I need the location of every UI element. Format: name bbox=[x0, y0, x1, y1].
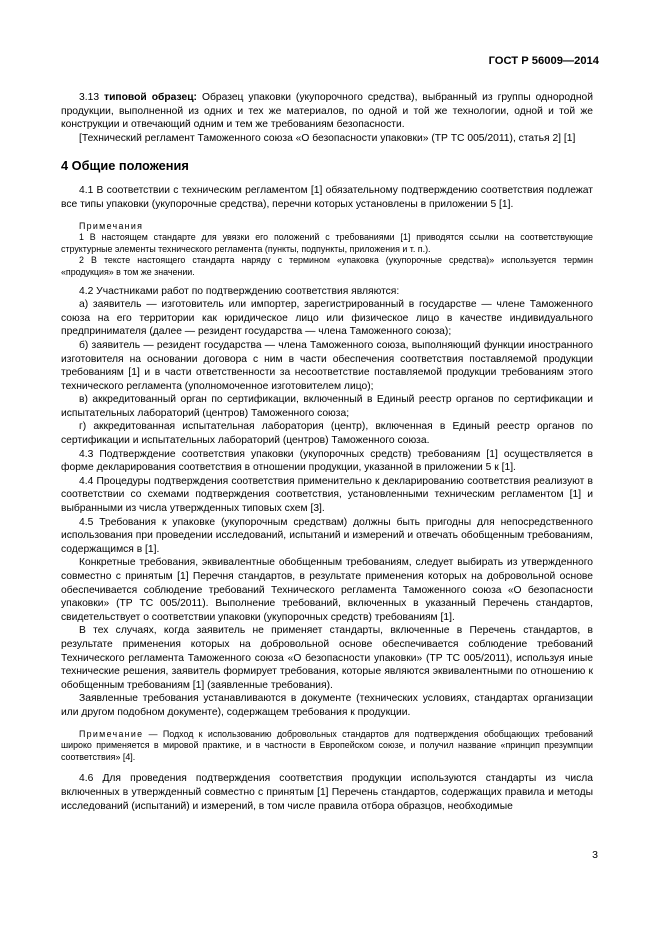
paragraph-4-2: 4.2 Участниками работ по подтверждению соответствия являются: bbox=[79, 285, 400, 297]
page-number: 3 bbox=[592, 849, 598, 861]
list-item-a: а) заявитель — изготовитель или импортер, зарегистрированный в государстве — члене Таможенного союза на его территории как юридическое лицо или физическое лицо в качестве индивидуального предпринимателя (далее — резидент государства — члена Таможенного союза); bbox=[61, 299, 593, 338]
paragraph-4-5: 4.5 Требования к упаковке (укупорочным средствам) должны быть пригодны для непосредственного использования при проведении исследований, испытаний и измерений и отвечать обобщенным требованиям, содержащимся в [1]. bbox=[61, 516, 593, 555]
paragraph-4-5-d: Заявленные требования устанавливаются в документе (технических условиях, стандартах организации или другом подобном документе), содержащем требования к продукции. bbox=[61, 693, 593, 718]
term-definition: Образец упаковки (укупорочного средства), выбранный из группы однородной продукции, выполненной из одних и тех же материалов, по одной и той же технологии, одной и той же конструкции и отвечающий одним и тем же требованиям безопасности. bbox=[61, 92, 593, 131]
paragraph-4-1: 4.1 В соответствии с техническим регламентом [1] обязательному подтверждению соответствия подлежат все типы упаковки (укупорочные средства), перечни которых установлены в приложении 5 [1]. bbox=[61, 185, 593, 210]
list-item-g: г) аккредитованная испытательная лаборатория (центр), включенная в Единый реестр органов по сертификации и испытательных лабораторий (центров) Таможенного союза. bbox=[61, 421, 593, 447]
notes-label: Примечания bbox=[79, 220, 144, 231]
note-label: Примечание bbox=[79, 728, 144, 739]
term-name: типовой образец: bbox=[104, 92, 197, 103]
term-source: [Технический регламент Таможенного союза «О безопасности упаковки» (ТР ТС 005/2011), статья 2] [1] bbox=[79, 132, 576, 144]
note-1: 1 В настоящем стандарте для увязки его положений с требованиями [1] приводятся ссылки на соответствующие структурные элементы технического регламента (пункты, подпункты, приложения и т. п.). bbox=[61, 232, 593, 254]
document-body bbox=[61, 91, 593, 813]
list-item-v: в) аккредитованный орган по сертификации, включенный в Единый реестр органов по сертификации и испытательных лабораторий (центров) Таможенного союза; bbox=[61, 394, 593, 419]
standard-code: ГОСТ Р 56009—2014 bbox=[488, 55, 599, 67]
list-item-b: б) заявитель — резидент государства — члена Таможенного союза, выполняющий функции иностранного изготовителя на основании договора с ним в части обеспечения соответствия поставляемой продукции требованиям [1] и в части ответственности за несоответствие поставляемой продукции требованиям этого технического регламента (уполномоченное изготовителем лицо); bbox=[61, 339, 593, 392]
note-presumption bbox=[61, 729, 593, 764]
term-number: 3.13 bbox=[79, 92, 105, 103]
paragraph-4-5-b: Конкретные требования, эквивалентные обобщенным требованиям, следует выбирать из утвержденного совместно с принятым [1] Перечня стандартов, в результате применения которых на добровольной основе обеспечивается соблюдение требований Технического регламента Таможенного союза «О безопасности упаковки» (ТР ТС 005/2011). Выполнение требований, включенных в указанный Перечень стандартов, свидетельствует о соответствии упаковки (укупорочных средств) требованиям [1]. bbox=[61, 557, 593, 623]
section-title: 4 Общие положения bbox=[61, 158, 189, 174]
term-3-13 bbox=[61, 91, 593, 132]
paragraph-4-6: 4.6 Для проведения подтверждения соответствия продукции используются стандарты из числа включенных в утвержденный совместно с принятым [1] Перечень стандартов, содержащих правила и методы исследований (испытаний) и измерений, в том числе правила отбора образцов, необходимые bbox=[61, 773, 593, 812]
note-text: — Подход к использованию добровольных стандартов для подтверждения обобщающих требований широко применяется в мировой практике, и в частности в Европейском союзе, и получил название «принцип презумпции соответствия» [4]. bbox=[61, 728, 593, 762]
paragraph-4-5-c: В тех случаях, когда заявитель не применяет стандарты, включенные в Перечень стандартов, в результате применения которых на добровольной основе обеспечивается соблюдение требований Технического регламента Таможенного союза «О безопасности упаковки» (ТР ТС 005/2011), используя иные технические решения, заявитель формирует требования, которые являются эквивалентными по отношению к обобщенным требованиям [1] (заявленные требования). bbox=[61, 625, 593, 691]
note-2: 2 В тексте настоящего стандарта наряду с термином «упаковка (укупорочные средства)» используется термин «продукция» в том же значении. bbox=[61, 255, 593, 277]
paragraph-4-3: 4.3 Подтверждение соответствия упаковки (укупорочных средств) требованиям [1] осуществляется в форме декларирования соответствия в отношении продукции, указанной в приложении 5 к [1]. bbox=[61, 448, 593, 474]
paragraph-4-4: 4.4 Процедуры подтверждения соответствия применительно к декларированию соответствия реализуют в соответствии со схемами подтверждения соответствия, установленными техническим регламентом [1] и выбранными из числа утвержденных типовых схем [3]. bbox=[61, 475, 593, 515]
